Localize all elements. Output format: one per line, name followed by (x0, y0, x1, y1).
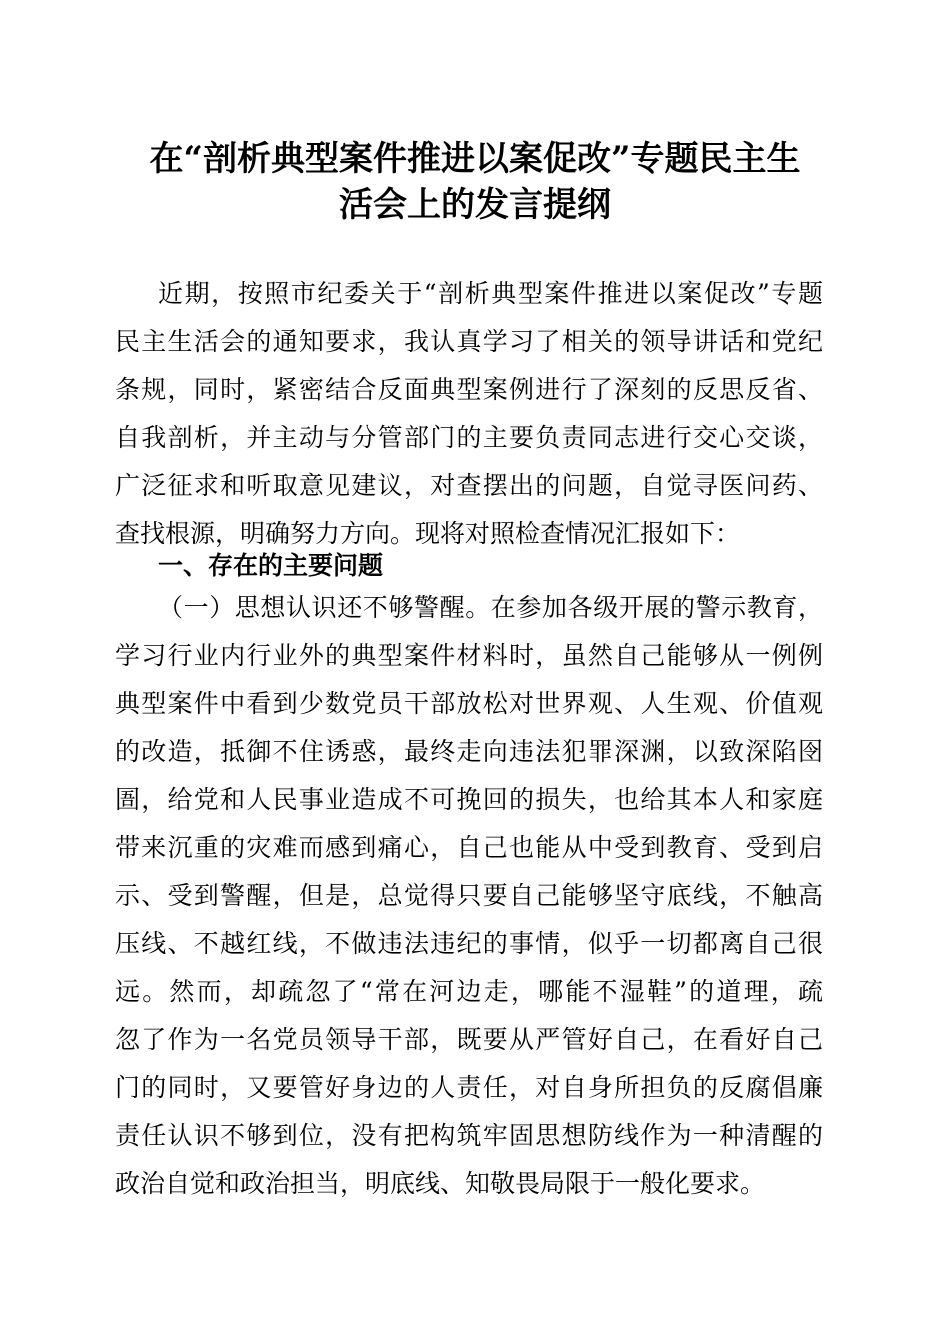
intro-line-4: 自我剖析，并主动与分管部门的主要负责同志进行交心交谈， (115, 423, 823, 452)
section1-line-7: 示、受到警醒，但是，总觉得只要自己能够坚守底线，不触高 (115, 881, 823, 910)
section1-line-8: 压线、不越红线，不做违法违纪的事情，似乎一切都离自己很 (115, 929, 823, 958)
intro-line-5: 广泛征求和听取意见建议，对查摆出的问题，自觉寻医问药、 (115, 471, 823, 500)
section-heading-main-problems: 一、存在的主要问题 (158, 551, 384, 580)
section1-line-12: 责任认识不够到位，没有把构筑牢固思想防线作为一种清醒的 (115, 1121, 823, 1150)
intro-line-1: 近期，按照市纪委关于“剖析典型案件推进以案促改”专题 (158, 279, 823, 308)
section1-line-1: （一）思想认识还不够警醒。在参加各级开展的警示教育， (158, 593, 823, 622)
document-title-line-1: 在“剖析典型案件推进以案促改”专题民主生 (149, 139, 801, 179)
intro-line-2: 民主生活会的通知要求，我认真学习了相关的领导讲话和党纪 (115, 327, 823, 356)
section1-line-3: 典型案件中看到少数党员干部放松对世界观、人生观、价值观 (115, 689, 823, 718)
section1-line-4: 的改造，抵御不住诱惑，最终走向违法犯罪深渊，以致深陷囹 (115, 737, 823, 766)
document-title-line-2: 活会上的发言提纲 (339, 185, 611, 225)
section1-line-5: 圄，给党和人民事业造成不可挽回的损失，也给其本人和家庭 (115, 785, 823, 814)
section1-line-13: 政治自觉和政治担当，明底线、知敬畏局限于一般化要求。 (115, 1169, 766, 1198)
section1-line-2: 学习行业内行业外的典型案件材料时，虽然自己能够从一例例 (115, 641, 823, 670)
intro-line-6: 查找根源，明确努力方向。现将对照检查情况汇报如下： (115, 519, 741, 548)
section1-line-6: 带来沉重的灾难而感到痛心，自己也能从中受到教育、受到启 (115, 833, 823, 862)
section1-line-11: 门的同时，又要管好身边的人责任，对自身所担负的反腐倡廉 (115, 1073, 823, 1102)
intro-line-3: 条规，同时，紧密结合反面典型案例进行了深刻的反思反省、 (115, 375, 823, 404)
section1-line-10: 忽了作为一名党员领导干部，既要从严管好自己，在看好自己 (115, 1025, 823, 1054)
section1-line-9: 远。然而，却疏忽了“常在河边走，哪能不湿鞋”的道理，疏 (115, 977, 823, 1006)
